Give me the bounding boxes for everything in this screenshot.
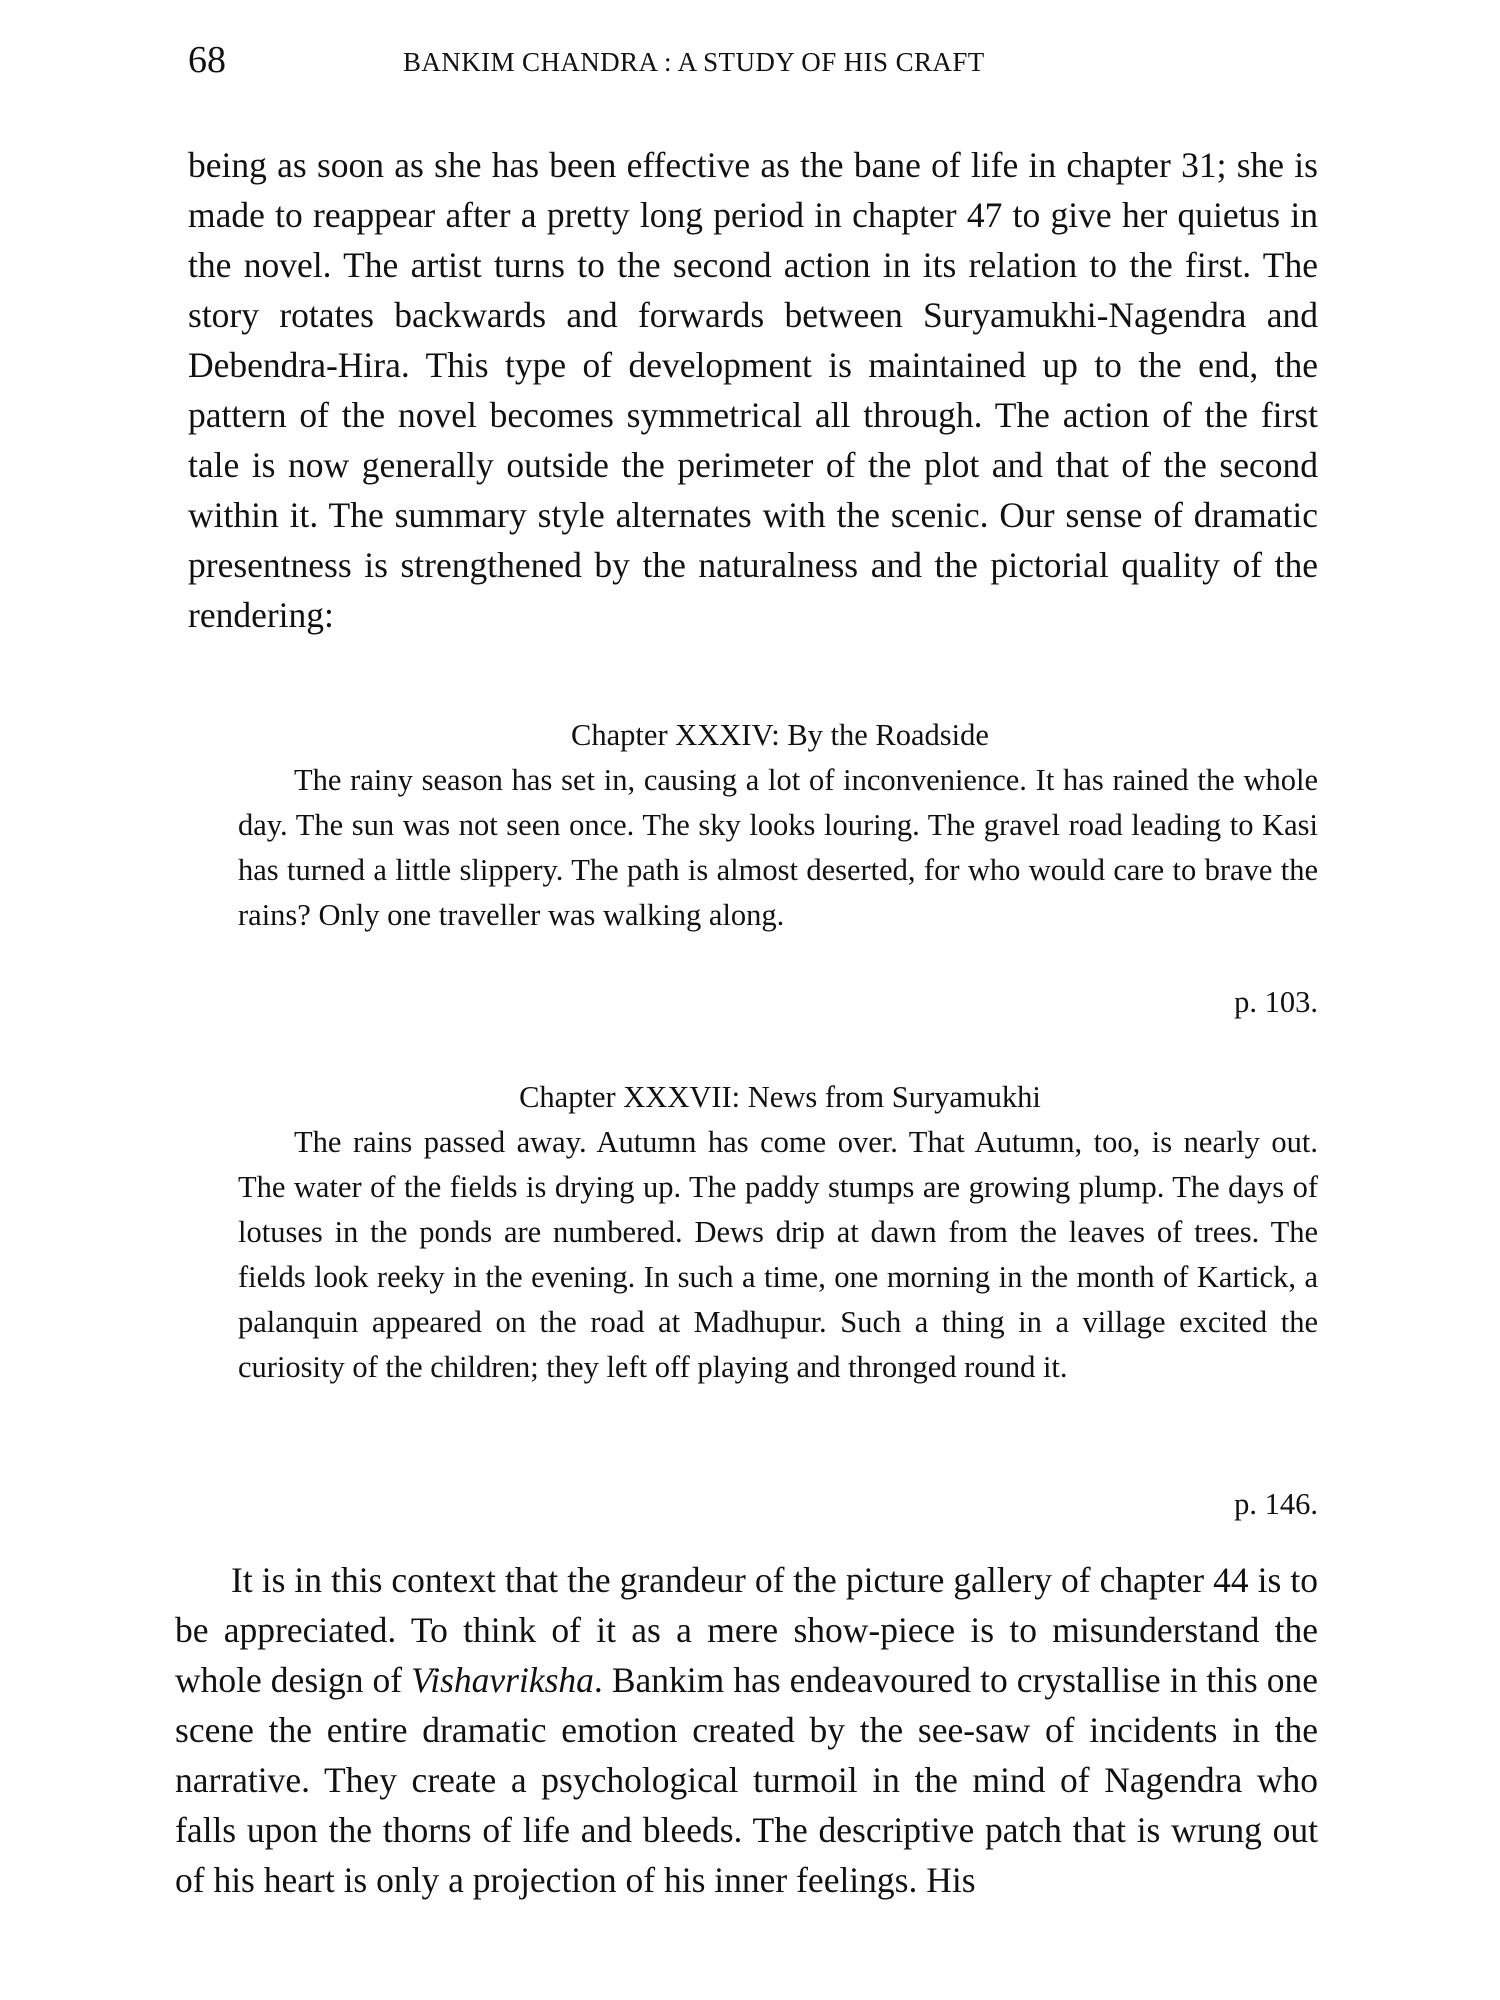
body-paragraph-1: being as soon as she has been effective as the bane of life in chapter 31; she is made to reappear after a pretty long period in chapter 47 to give her quietus in the novel. The artist turns to the second action in its relation to the first. The story rotates backwards and forwards between Suryamukhi-Nagendra and Debendra-Hira. This type of development is maintained up to the end, the pattern of the novel becomes symmetrical all through. The action of the first tale is now generally outside the perimeter of the plot and that of the second within it. The summary style alternates with the scenic. Our sense of dramatic presentness is strengthened by the naturalness and the pictorial quality of the rendering:	[188, 145, 1318, 635]
quote-2-heading: Chapter XXXVII: News from Suryamukhi	[519, 1080, 1041, 1114]
page-header	[188, 30, 1318, 90]
paragraph-2-after-title: . Bankim has endeavoured to crystallise in this one scene the entire dramatic emotion created by the see-saw of incidents in the narrative. They create a psychological turmoil in the mind of Nagendra who falls upon the thorns of life and bleeds. The descriptive patch that is wrung out of his heart is only a projection of his inner feelings. His	[175, 1660, 1318, 1900]
quote-1-heading: Chapter XXXIV: By the Roadside	[571, 718, 989, 752]
quote-1-text: The rainy season has set in, causing a lot of inconvenience. It has rained the whole day. The sun was not seen once. The sky looks louring. The gravel road leading to Kasi has turned a little slippery. The path is almost deserted, for who would care to brave the rains? Only one traveller was walking along.	[238, 763, 1318, 932]
paragraph-2-before-title: It is in this context that the grandeur of the picture gallery of chapter 44 is to be appreciated. To think of it as a mere show-piece is to misunderstand the whole design of	[175, 1560, 1318, 1700]
body-paragraph-2	[175, 1555, 1318, 1905]
quote-1-page-ref: p. 103.	[1234, 985, 1318, 1019]
running-head: BANKIM CHANDRA : A STUDY OF HIS CRAFT	[403, 47, 985, 77]
page-number: 68	[188, 39, 226, 81]
quote-2-page-ref: p. 146.	[1234, 1487, 1318, 1521]
quote-2-text: The rains passed away. Autumn has come over. That Autumn, too, is nearly out. The water of the fields is drying up. The paddy stumps are growing plump. The days of lotuses in the ponds are numbered. Dews drip at dawn from the leaves of trees. The fields look reeky in the evening. In such a time, one morning in the month of Kartick, a palanquin appeared on the road at Madhupur. Such a thing in a village excited the curiosity of the children; they left off playing and thronged round it.	[238, 1125, 1318, 1384]
novel-title: Vishavriksha	[411, 1660, 594, 1700]
